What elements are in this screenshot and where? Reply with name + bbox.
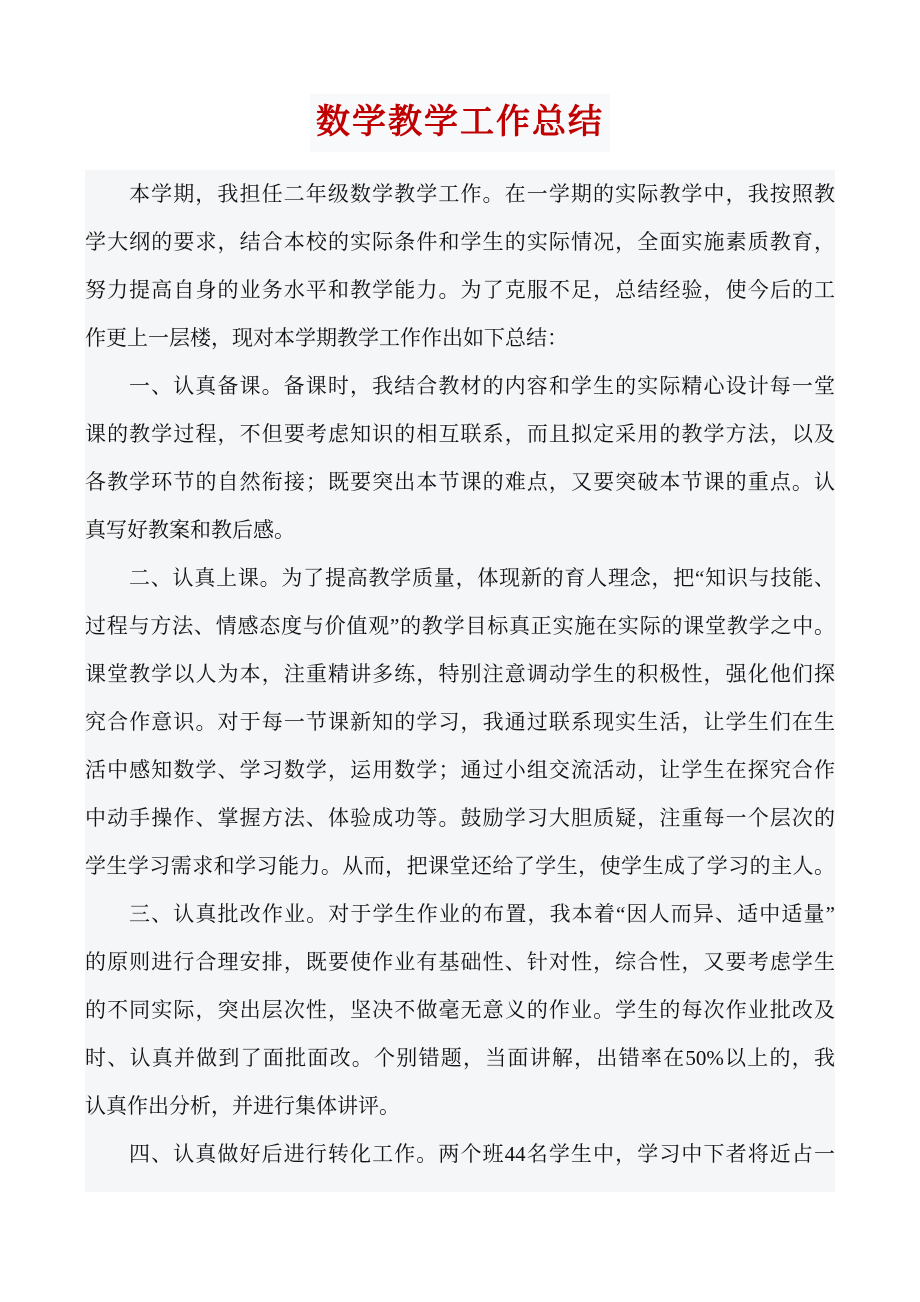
text-line: 过程与方法、情感态度与价值观”的教学目标真正实施在实际的课堂教学之中。 [85, 614, 835, 638]
paragraph [85, 554, 835, 890]
text-line: 究合作意识。对于每一节课新知的学习，我通过联系现实生活，让学生们在生 [85, 710, 835, 734]
text-line: 中动手操作、掌握方法、体验成功等。鼓励学习大胆质疑，注重每一个层次的 [85, 806, 835, 830]
text-line: 学大纲的要求，结合本校的实际条件和学生的实际情况，全面实施素质教育， [85, 230, 835, 254]
text-line: 学生学习需求和学习能力。从而，把课堂还给了学生，使学生成了学习的主人。 [85, 854, 835, 878]
paragraph [85, 170, 835, 362]
text-line: 时、认真并做到了面批面改。个别错题，当面讲解，出错率在50%以上的，我 [85, 1046, 835, 1070]
text-line: 课堂教学以人为本，注重精讲多练，特别注意调动学生的积极性，强化他们探 [85, 662, 835, 686]
text-line: 二、认真上课。为了提高教学质量，体现新的育人理念，把“知识与技能、 [129, 566, 835, 590]
text-line: 的原则进行合理安排，既要使作业有基础性、针对性，综合性，又要考虑学生 [85, 950, 835, 974]
text-line: 真写好教案和教后感。 [85, 518, 295, 542]
paragraph [85, 1130, 835, 1178]
text-line: 一、认真备课。备课时，我结合教材的内容和学生的实际精心设计每一堂 [129, 374, 835, 398]
text-line: 三、认真批改作业。对于学生作业的布置，我本着“因人而异、适中适量” [129, 902, 835, 926]
paragraph [85, 362, 835, 554]
paragraph [85, 890, 835, 1130]
text-line: 的不同实际，突出层次性，坚决不做毫无意义的作业。学生的每次作业批改及 [85, 998, 835, 1022]
document-title: 数学教学工作总结 [310, 94, 610, 152]
text-line: 作更上一层楼，现对本学期教学工作作出如下总结： [85, 326, 568, 350]
document-body [85, 170, 835, 1192]
text-line: 活中感知数学、学习数学，运用数学；通过小组交流活动，让学生在探究合作 [85, 758, 835, 782]
text-line: 本学期，我担任二年级数学教学工作。在一学期的实际教学中，我按照教 [129, 182, 835, 206]
text-line: 四、认真做好后进行转化工作。两个班44名学生中，学习中下者将近占一 [129, 1142, 835, 1166]
text-line: 努力提高自身的业务水平和教学能力。为了克服不足，总结经验，使今后的工 [85, 278, 835, 302]
title-row [0, 0, 920, 152]
text-line: 各教学环节的自然衔接；既要突出本节课的难点，又要突破本节课的重点。认 [85, 470, 835, 494]
text-line: 课的教学过程，不但要考虑知识的相互联系，而且拟定采用的教学方法，以及 [85, 422, 835, 446]
text-line: 认真作出分析，并进行集体讲评。 [85, 1094, 400, 1118]
